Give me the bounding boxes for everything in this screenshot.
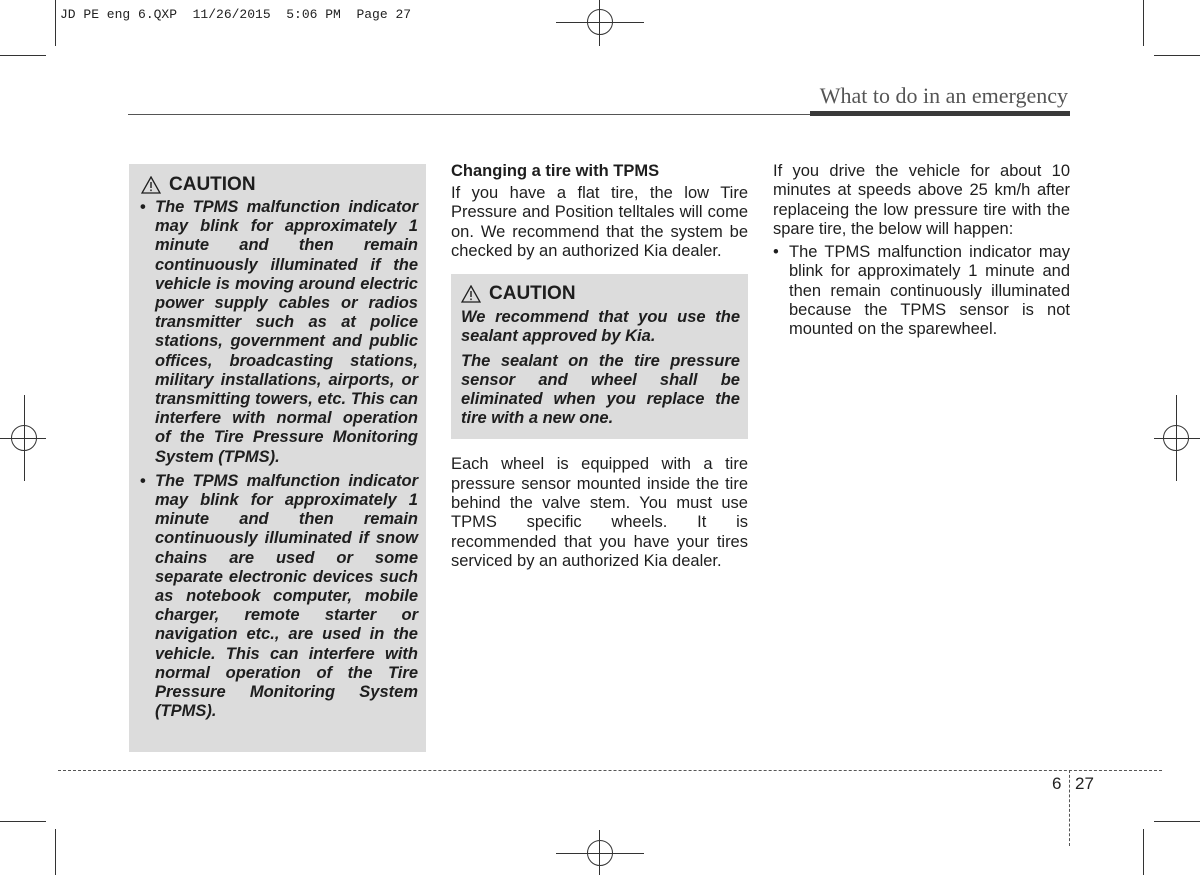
right-column: [773, 162, 1070, 340]
crop-mark: [0, 55, 46, 56]
caution-title: CAUTION: [169, 174, 256, 195]
caution-text: We recommend that you use the sealant approved by Kia.: [461, 308, 740, 346]
crop-mark: [55, 0, 56, 46]
crop-mark: [1143, 829, 1144, 875]
crop-mark: [1143, 0, 1144, 46]
crop-mark: [0, 821, 46, 822]
warning-triangle-icon: [141, 176, 161, 194]
caution-heading: [141, 174, 418, 196]
bullet-icon: •: [140, 471, 146, 490]
print-slug: JD PE eng 6.QXP 11/26/2015 5:06 PM Page 27: [60, 7, 412, 22]
caution-item-text: The TPMS malfunction indicator may blink for approximately 1 minute and then remain continuously illuminated if the vehicle is moving around electric power supply cables or radios transmitter such as at police stations, government and public offices, broadcasting stations, military installations, airports, or transmitting towers, etc. This can interfere with normal operation of the Tire Pressure Monitoring System (TPMS).: [155, 198, 418, 466]
body-paragraph: If you drive the vehicle for about 10 minutes at speeds above 25 km/h after replaceing the low pressure tire with the spare tire, the below will happen:: [773, 162, 1070, 238]
header-rule-thick: [810, 111, 1070, 116]
caution-item: [140, 471, 418, 722]
list-item: [773, 243, 1070, 339]
bullet-icon: •: [140, 198, 146, 216]
body-paragraph: If you have a flat tire, the low Tire Pressure and Position telltales will come on. We recommend that the system be checked by an authorized Kia dealer.: [451, 184, 748, 260]
caution-text: The sealant on the tire pressure sensor and wheel shall be eliminated when you replace the tire with a new one.: [461, 351, 740, 428]
chapter-number: 6: [1052, 774, 1062, 793]
bullet-icon: •: [773, 243, 779, 262]
footer-rule: [58, 770, 1162, 771]
body-paragraph: Each wheel is equipped with a tire pressure sensor mounted inside the tire behind the valve stem. You must use TPMS specific wheels. It is recommended that you have your tires serviced by an authorized Kia dealer.: [451, 455, 748, 570]
footer-separator: [1069, 770, 1070, 846]
caution-box-middle: [451, 274, 748, 439]
caution-item: [140, 198, 418, 467]
caution-box-left: [129, 164, 426, 752]
caution-title: CAUTION: [489, 283, 576, 305]
middle-column: [451, 162, 748, 571]
warning-triangle-icon: [461, 285, 481, 303]
crop-mark: [1154, 821, 1200, 822]
caution-heading: [461, 283, 740, 305]
page-number: 27: [1075, 774, 1094, 793]
section-title: What to do in an emergency: [819, 83, 1068, 108]
section-heading: Changing a tire with TPMS: [451, 162, 660, 180]
list-item-text: The TPMS malfunction indicator may blink for approximately 1 minute and then remain continuously illuminated because the TPMS sensor is not mounted on the sparewheel.: [789, 243, 1070, 339]
header-rule: [128, 114, 812, 115]
caution-item-text: The TPMS malfunction indicator may blink for approximately 1 minute and then remain continuously illuminated if snow chains are used or some separate electronic devices such as notebook computer, mobile charger, remote starter or navigation etc., are used in the vehicle. This can interfere with normal operation of the Tire Pressure Monitoring System (TPMS).: [155, 471, 418, 721]
crop-mark: [55, 829, 56, 875]
crop-mark: [1154, 55, 1200, 56]
